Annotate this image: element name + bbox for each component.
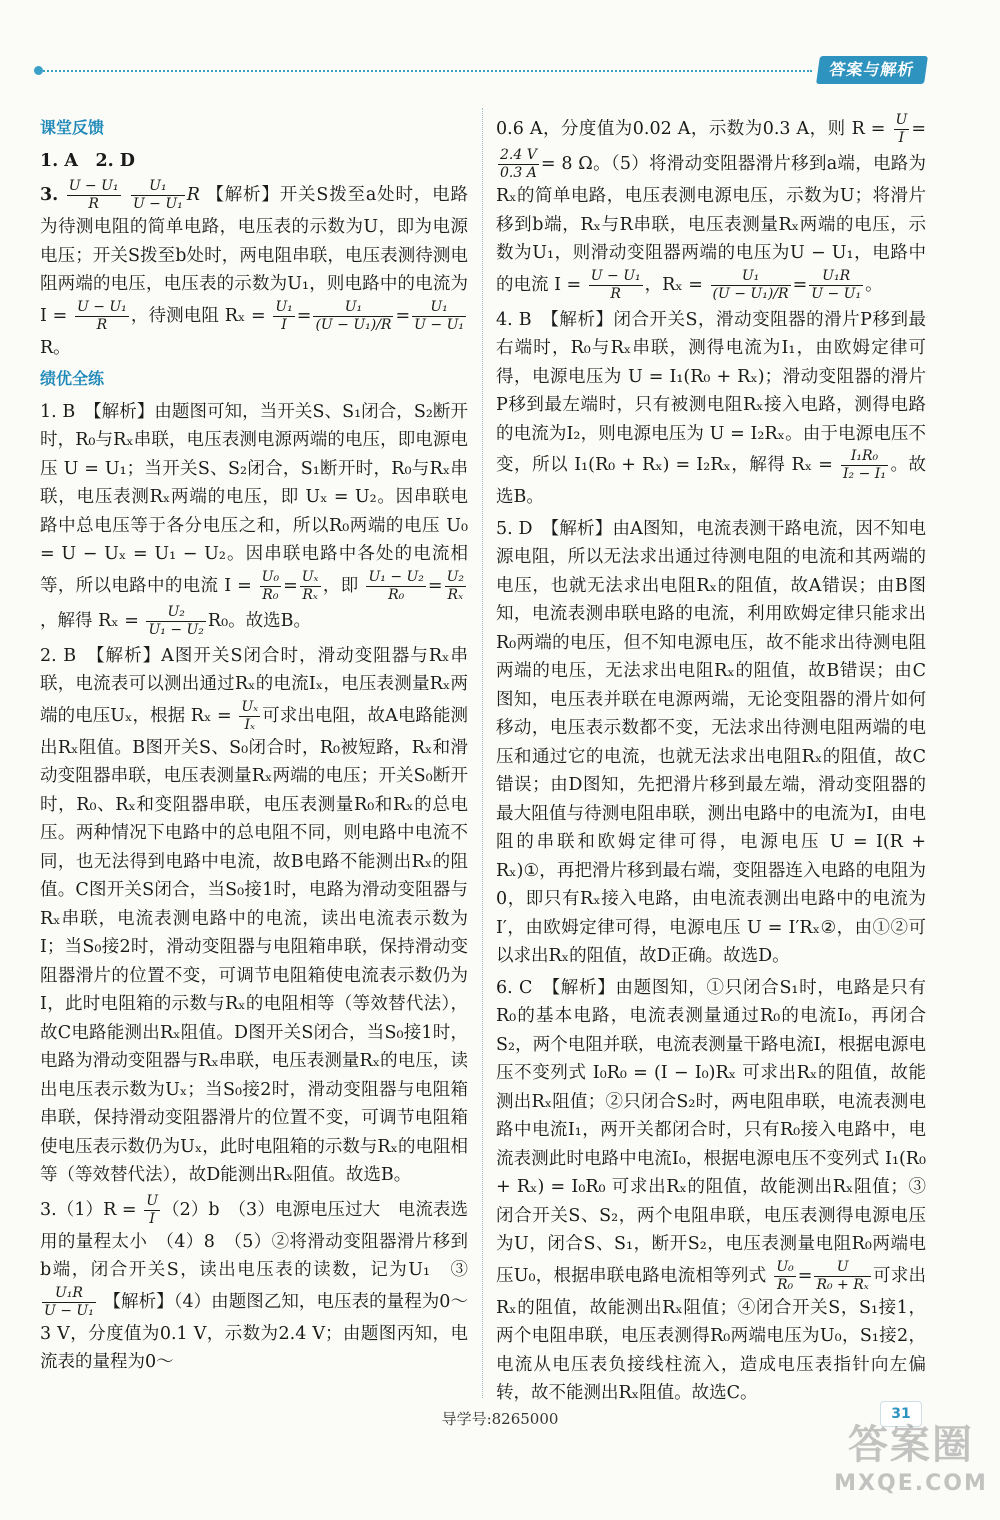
fraction: $\frac{\text{U₁R}}{\text{U − U₁}}$ bbox=[811, 267, 862, 302]
fraction: $\frac{U}{I}$ bbox=[146, 1192, 159, 1227]
practice-answer-3: 3.（1）R = $\frac{U}{I}$ （2）b （3）电源电压过大 电流表选用的量程太小 （4）8 （5）②将滑动变阻器滑片移到b端，闭合开关S，读出电压表的读数，记为U₁ ③ $\frac{\text{U₁R}}{\text{U − U₁}}$ 【解析】（4）由题图乙知，电压表的量程为0～3 V，分度值为0.1 V，示数为2.4 V；由题图丙知，电流表的量程为0～ bbox=[40, 1192, 468, 1372]
section-title-practice: 绩优全练 bbox=[40, 369, 105, 388]
fraction: $\frac{2.4 V}{0.3 A}$ bbox=[500, 147, 537, 181]
watermark-logo: 答案圈 MXQE.COM bbox=[834, 1422, 988, 1496]
fraction: $\frac{\text{U₁}}{I}$ bbox=[275, 298, 293, 333]
column-divider bbox=[482, 108, 483, 1398]
fraction: $\frac{\text{U − U₁}}{R}$ bbox=[68, 178, 119, 212]
fraction: $\frac{U}{\text{R₀ + Rₓ}}$ bbox=[816, 1258, 869, 1293]
right-column bbox=[496, 112, 926, 1411]
answer-1-2: 1. A 2. D bbox=[40, 150, 135, 171]
practice-answer-4: 4. B 【解析】闭合开关S，滑动变阻器的滑片P移到最右端时，R₀与Rₓ串联，测得电流为I₁，由欧姆定律可得，电源电压为 U = I₁(R₀ + Rₓ)；滑动变阻器的滑片P移到最左端时，只有被测电阻Rₓ接入电路，测得电路的电流为I₂，则电源电压为 U = I₂Rₓ。由于电源电压不变，所以 I₁(R₀ + Rₓ) = I₂Rₓ，解得 Rₓ = $\frac{\text{I₁R₀}}{\text{I₂ − I₁}}$ 。故选B。 bbox=[496, 309, 927, 507]
fraction: $\frac{\text{U₁}}{\text{(U − U₁)/R}}$ bbox=[712, 267, 789, 302]
fraction: $\frac{\text{U₁}}{\text{(U − U₁)/R}}$ bbox=[315, 298, 392, 333]
header-dotted-rule bbox=[40, 70, 812, 72]
section-title-classroom: 课堂反馈 bbox=[40, 118, 105, 137]
fraction: $\frac{\text{U₁}}{\text{U − U₁}}$ bbox=[414, 298, 464, 333]
fraction: $\frac{\text{U₀}}{\text{R₀}}$ bbox=[261, 568, 280, 603]
fraction: $\frac{\text{I₁R₀}}{\text{I₂ − I₁}}$ bbox=[843, 448, 886, 482]
practice-answer-6: 6. C 【解析】由题图知，①只闭合S₁时，电路是只有R₀的基本电路，电流表测量通过R₀的电流I₀，再闭合S₂，两个电阻并联，电流表测量干路电流I，根据电源电压不变列式 I₀R₀ = (I − I₀)Rₓ 可求出Rₓ的阻值，故能测出Rₓ阻值；②只闭合S₂时，两电阻串联，电流表测电路中电流I₁，两开关都闭合时，只有R₀接入电路中，电流表测此时电路中电流I₀，根据电源电压不变列式 I₁(R₀ + Rₓ) = I₀R₀ 可求出Rₓ的阻值，故能测出Rₓ阻值；③闭合开关S、S₂，两个电阻串联，电压表测得电源电压为U，闭合S、S₁，断开S₂，电压表测量电阻R₀两端电压U₀，根据串联电路电流相等列式 $\frac{\text{U₀}}{\text{R₀}}$ = $\frac{U}{\text{R₀ + Rₓ}}$ 可求出Rₓ的阻值，故能测出Rₓ阻值；④闭合开关S，S₁接1，两个电阻串联，电压表测得R₀两端电压为U₀，S₁接2，电流从电压表负接线柱流入，造成电压表指针向左偏转，故不能测出Rₓ阻值。故选C。 bbox=[496, 977, 927, 1403]
fraction: $\frac{\text{U₂}}{\text{U₁ − U₂}}$ bbox=[148, 603, 204, 638]
fraction: $\frac{U}{I}$ bbox=[895, 112, 908, 146]
fraction: $\frac{\text{U₁}}{\text{U − U₁}}$ bbox=[132, 178, 183, 212]
practice-answer-1: 1. B 【解析】由题图可知，当开关S、S₁闭合，S₂断开时，R₀与Rₓ串联，电压表测电源两端的电压，即电源电压 U = U₁；当开关S、S₂闭合，S₁断开时，R₀与Rₓ串联，电压表测Rₓ两端的电压，即 Uₓ = U₂。因串联电路中总电压等于各分电压之和，所以R₀两端的电压 U₀ = U − Uₓ = U₁ − U₂。因串联电路中各处的电流相等，所以电路中的电流 I = $\frac{\text{U₀}}{\text{R₀}}$ = $\frac{\text{Uₓ}}{\text{Rₓ}}$ ，即 $\frac{\text{U₁ − U₂}}{\text{R₀}}$ = $\frac{\text{U₂}}{\text{Rₓ}}$ ，解得 Rₓ = $\frac{\text{U₂}}{\text{U₁ − U₂}}$ R₀。故选B。 bbox=[40, 401, 468, 638]
practice-answer-2: 2. B 【解析】A图开关S闭合时，滑动变阻器与Rₓ串联，电流表可以测出通过Rₓ的电流Iₓ，电压表测量Rₓ两端的电压Uₓ，根据 Rₓ = $\frac{\text{Uₓ}}{\text{Iₓ}}$ 可求出电阻，故A电路能测出Rₓ阻值。B图开关S、S₀闭合时，R₀被短路，Rₓ和滑动变阻器串联，电压表测量Rₓ两端的电压；开关S₀断开时，R₀、Rₓ和变阻器串联，电压表测量R₀和Rₓ的总电压。两种情况下电路中的总电阻不同，则电路中电流不同，也无法得到电路中电流，故B电路不能测出Rₓ的阻值。C图开关S闭合，当S₀接1时，电路为滑动变阻器与Rₓ串联，电流表测电路中的电流，读出电流表示数为I；当S₀接2时，滑动变阻器与电阻箱串联，保持滑动变阻器滑片的位置不变，可调节电阻箱使电流表示数仍为I，此时电阻箱的示数与Rₓ的电阻相等（等效替代法），故C电路能测出Rₓ阻值。D图开关S闭合，当S₀接1时，电路为滑动变阻器与Rₓ串联，电压表测量Rₓ的电压，读出电压表示数为Uₓ；当S₀接2时，滑动变阻器与电阻箱串联，保持滑动变阻器滑片的位置不变，可调节电阻箱使电压表示数仍为Uₓ，此时电阻箱的示数与Rₓ的电阻相等（等效替代法），故D能测出Rₓ阻值。故选B。 bbox=[40, 645, 469, 1185]
page-number: 31 bbox=[880, 1401, 922, 1427]
practice-answer-3-continued: 0.6 A，分度值为0.02 A，示数为0.3 A，则 R = $\frac{U}{I}$ = $\frac{2.4 V}{0.3 A}$ = 8 Ω。（5）将滑动变阻器滑片移到a端，电路为Rₓ的简单电路，电压表测电源电压，示数为U；将滑片移到b端，Rₓ与R串联，电压表测量Rₓ两端的电压，示数为U₁，则滑动变阻器两端的电压为U − U₁，电路中的电流 I = $\frac{\text{U − U₁}}{R}$ ，Rₓ = $\frac{\text{U₁}}{\text{(U − U₁)/R}}$ = $\frac{\text{U₁R}}{\text{U − U₁}}$ 。 bbox=[496, 112, 926, 302]
fraction: $\frac{\text{U₁ − U₂}}{\text{R₀}}$ bbox=[368, 568, 424, 603]
fraction: $\frac{\text{U − U₁}}{R}$ bbox=[590, 267, 641, 302]
fraction: $\frac{\text{U₀}}{\text{R₀}}$ bbox=[776, 1258, 794, 1293]
left-column bbox=[40, 112, 468, 1380]
fraction: $\frac{\text{U − U₁}}{R}$ bbox=[76, 298, 127, 333]
header-badge: 答案与解析 bbox=[816, 56, 928, 84]
fraction: $\frac{\text{Uₓ}}{\text{Iₓ}}$ bbox=[241, 698, 259, 733]
answer-3: 3. $\frac{\text{U − U₁}}{R}$ $\frac{\text{U₁}}{\text{U − U₁}}$ R 【解析】开关S拨至a处时，电路为待测电阻的简单电路，电压表的示数为U，即为电源电压；开关S拨至b处时，两电阻串联，电压表测待测电阻两端的电压，电压表的示数为U₁，则电路中的电流为 I = $\frac{\text{U − U₁}}{R}$ ，待测电阻 Rₓ = $\frac{\text{U₁}}{I}$ = $\frac{\text{U₁}}{\text{(U − U₁)/R}}$ = $\frac{\text{U₁}}{\text{U − U₁}}$ R。 bbox=[40, 178, 468, 358]
fraction: $\frac{\text{Uₓ}}{\text{Rₓ}}$ bbox=[301, 568, 319, 603]
study-code: 导学号:8265000 bbox=[441, 1410, 559, 1428]
fraction: $\frac{\text{U₁R}}{\text{U − U₁}}$ bbox=[44, 1284, 94, 1319]
practice-answer-5: 5. D 【解析】由A图知，电流表测干路电流，因不知电源电阻，所以无法求出通过待测电阻的电流和其两端的电压，也就无法求出电阻Rₓ的阻值，故A错误；由B图知，电流表测串联电路的电流，利用欧姆定律只能求出R₀两端的电压，但不知电源电压，故不能求出待测电阻两端的电压，无法求出电阻Rₓ的阻值，故B错误；由C图知，电压表并联在电源两端，无论变阻器的滑片如何移动，电压表示数都不变，无法求出待测电阻两端的电压和通过它的电流，也就无法求出电阻Rₓ的阻值，故C错误；由D图知，先把滑片移到最左端，滑动变阻器的最大阻值与待测电阻串联，测出电路中的电流为I，由电阻的串联和欧姆定律可得，电源电压 U = I(R + Rₓ)①，再把滑片移到最右端，变阻器连入电路的电阻为0，即只有Rₓ接入电路，由电流表测出电路中的电流为I′，由欧姆定律可得，电源电压 U = I′Rₓ②，由①②可以求出Rₓ的阻值，故D正确。故选D。 bbox=[496, 518, 926, 966]
fraction: $\frac{\text{U₂}}{\text{Rₓ}}$ bbox=[446, 568, 464, 603]
